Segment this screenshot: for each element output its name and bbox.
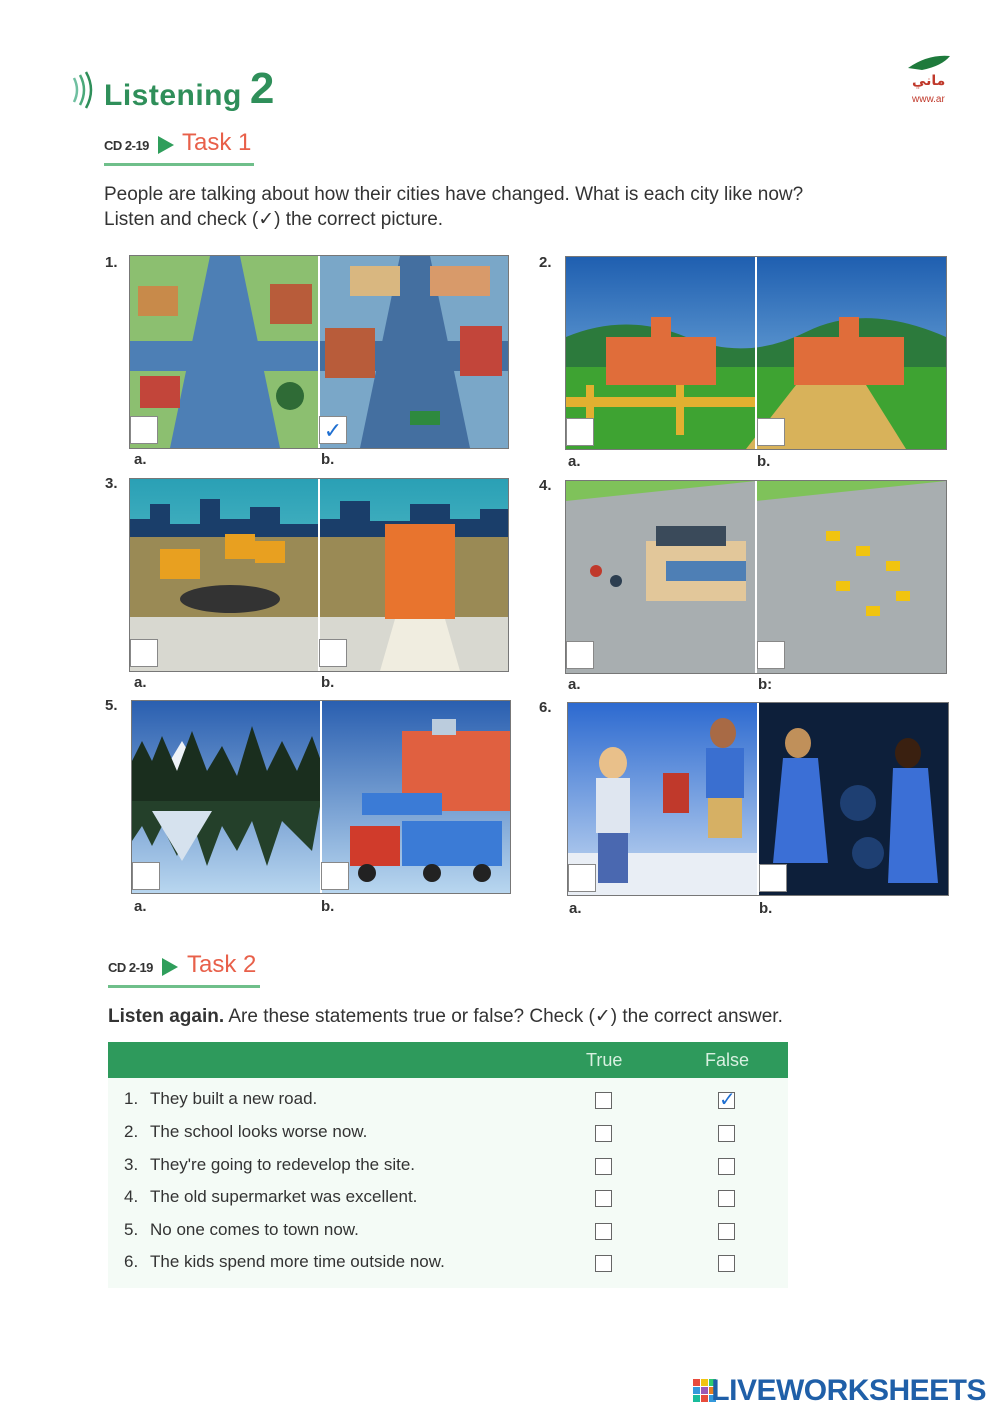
table-row-statement: The school looks worse now. — [150, 1122, 368, 1141]
item2-checkbox-a[interactable] — [566, 418, 594, 446]
option-label-a: a. — [134, 898, 147, 915]
liveworksheets-brand[interactable]: LIVEWORKSHEETS — [711, 1374, 986, 1407]
option-label-a: a. — [568, 453, 581, 470]
false-checkbox[interactable] — [718, 1158, 735, 1175]
item2-picture-pair — [565, 256, 947, 450]
true-checkbox[interactable] — [595, 1092, 612, 1109]
false-checkbox[interactable] — [718, 1255, 735, 1272]
item1-checkbox-b[interactable]: ✓ — [319, 416, 347, 444]
table-header — [108, 1042, 788, 1078]
table-row-statement: They're going to redevelop the site. — [150, 1155, 416, 1174]
play-icon — [162, 958, 178, 976]
option-label-b: b. — [321, 674, 335, 691]
cd-track-label: CD 2-19 — [104, 138, 149, 153]
task1-instruction-line1: People are talking about how their cities have changed. What is each city like now? — [104, 184, 804, 205]
item4-checkbox-b[interactable] — [757, 641, 785, 669]
table-row-number: 1. — [124, 1089, 139, 1108]
item-number: 1. — [105, 254, 118, 271]
option-label-b: b. — [321, 451, 335, 468]
item6-checkbox-a[interactable] — [568, 864, 596, 892]
false-checkbox[interactable]: ✓ — [719, 1089, 736, 1111]
option-label-b: b. — [757, 453, 771, 470]
column-header-true: True — [586, 1050, 623, 1070]
task1-underline — [104, 163, 254, 166]
task2-instruction-rest: Are these statements true or false? Check (✓) the correct answer. — [228, 1006, 783, 1027]
table-row-number: 2. — [124, 1122, 139, 1141]
item-number: 5. — [105, 697, 118, 714]
item4-picture-pair — [565, 480, 947, 674]
item5-checkbox-b[interactable] — [321, 862, 349, 890]
item-number: 4. — [539, 477, 552, 494]
publisher-url: www.ar — [912, 94, 945, 105]
column-header-false: False — [705, 1050, 750, 1070]
item6-picture-pair — [567, 702, 949, 896]
task1-title: Task 1 — [182, 129, 252, 156]
table-row-number: 3. — [124, 1155, 139, 1174]
true-checkbox[interactable] — [595, 1223, 612, 1240]
table-row-number: 4. — [124, 1187, 139, 1206]
item4-checkbox-a[interactable] — [566, 641, 594, 669]
option-label-b: b. — [759, 900, 773, 917]
item1-checkbox-a[interactable] — [130, 416, 158, 444]
item6-checkbox-b[interactable] — [759, 864, 787, 892]
page-title — [104, 66, 275, 116]
title-text: Listening — [104, 79, 242, 112]
task2-instruction — [108, 1004, 783, 1029]
task2-underline — [108, 985, 260, 988]
table-row-statement: The old supermarket was excellent. — [150, 1187, 418, 1206]
play-icon — [158, 136, 174, 154]
cd-track-label: CD 2-19 — [108, 960, 153, 975]
item-number: 3. — [105, 475, 118, 492]
table-row-number: 6. — [124, 1252, 139, 1271]
title-number: 2 — [249, 64, 275, 113]
false-checkbox[interactable] — [718, 1125, 735, 1142]
option-label-a: a. — [569, 900, 582, 917]
option-label-a: a. — [134, 451, 147, 468]
false-checkbox[interactable] — [718, 1190, 735, 1207]
item2-checkbox-b[interactable] — [757, 418, 785, 446]
item3-checkbox-a[interactable] — [130, 639, 158, 667]
option-label-a: a. — [568, 676, 581, 693]
option-label-b: b. — [321, 898, 335, 915]
audio-waves-icon — [70, 70, 96, 110]
item-number: 2. — [539, 254, 552, 271]
table-row-number: 5. — [124, 1220, 139, 1239]
item5-checkbox-a[interactable] — [132, 862, 160, 890]
option-label-a: a. — [134, 674, 147, 691]
task2-instruction-bold: Listen again. — [108, 1006, 225, 1027]
task2-title: Task 2 — [187, 951, 257, 978]
true-checkbox[interactable] — [595, 1158, 612, 1175]
table-row-statement: They built a new road. — [150, 1089, 318, 1108]
option-label-b: b: — [758, 676, 773, 693]
item3-checkbox-b[interactable] — [319, 639, 347, 667]
task1-instruction-line2: Listen and check (✓) the correct picture. — [104, 209, 444, 230]
false-checkbox[interactable] — [718, 1223, 735, 1240]
item-number: 6. — [539, 699, 552, 716]
true-checkbox[interactable] — [595, 1125, 612, 1142]
publisher-logo-text: ماني — [912, 72, 946, 88]
table-row-statement: No one comes to town now. — [150, 1220, 359, 1239]
table-row-statement: The kids spend more time outside now. — [150, 1252, 445, 1271]
true-checkbox[interactable] — [595, 1255, 612, 1272]
true-checkbox[interactable] — [595, 1190, 612, 1207]
